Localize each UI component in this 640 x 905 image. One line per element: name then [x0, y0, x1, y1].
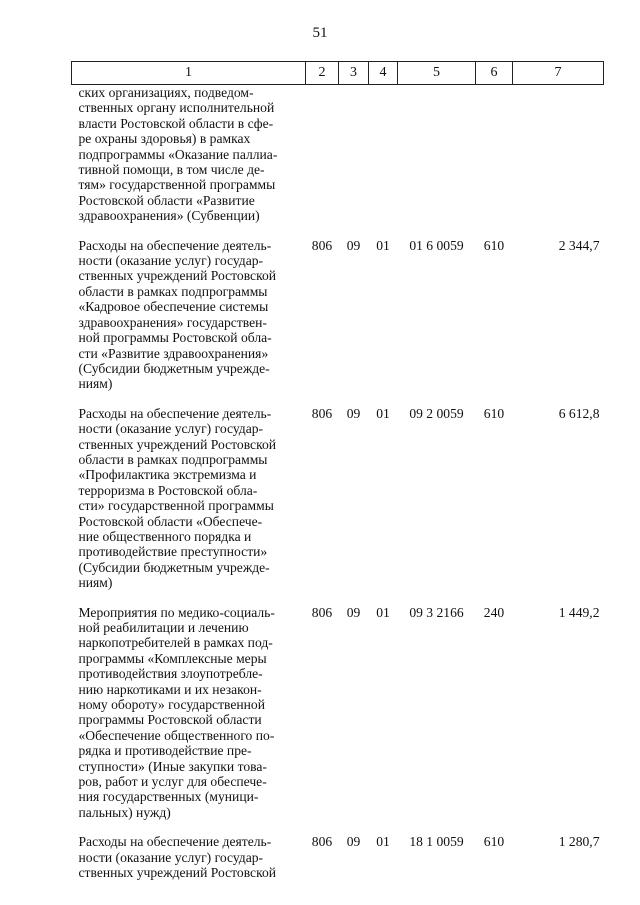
description-line: ниям) — [78, 376, 113, 392]
section-code: 09 — [346, 604, 361, 620]
table-row — [72, 605, 604, 835]
description-line: рядка и противодействие пре- — [78, 743, 252, 759]
table-body — [72, 85, 604, 881]
target-code — [398, 85, 476, 238]
description-line: ских организациях, подведом- — [78, 85, 254, 100]
description-line: «Профилактика экстремизма и — [78, 467, 257, 483]
page-number: 51 — [312, 25, 328, 41]
description-line: ному обороту» государственной — [78, 697, 266, 713]
description-line: ственных учреждений Ростовской — [78, 436, 277, 452]
description-line: здравоохранения» (Субвенции) — [78, 208, 260, 224]
amount-value: 1 449,2 — [558, 604, 600, 620]
table-row — [72, 834, 604, 880]
description-line: ния государственных (муници- — [78, 789, 259, 805]
section-code: 09 — [346, 237, 361, 253]
column-header-5: 5 — [398, 62, 476, 85]
row-description — [72, 238, 306, 406]
subsection-code: 01 — [376, 834, 390, 850]
description-line: ственных учреждений Ростовской — [78, 865, 277, 881]
ministry-code: 806 — [311, 604, 333, 620]
table-row — [72, 85, 604, 238]
description-line: Расходы на обеспечение деятель- — [78, 834, 272, 850]
target-code: 09 3 2166 — [409, 604, 464, 620]
description-line: пальных) нужд) — [78, 804, 171, 820]
amount-value: 1 280,7 — [558, 834, 600, 850]
ministry-code — [306, 85, 339, 238]
description-line: ре охраны здоровья) в рамках — [78, 131, 251, 147]
description-line: Расходы на обеспечение деятель- — [78, 237, 272, 253]
table-header — [72, 62, 604, 85]
column-header-6: 6 — [476, 62, 513, 85]
description-line: противодействия злоупотребле- — [78, 666, 263, 682]
description-line: ной реабилитации и лечению — [78, 620, 249, 635]
description-line: власти Ростовской области в сфе- — [78, 115, 274, 131]
description-line: нию наркотиками и их незакон- — [78, 681, 262, 697]
subsection-code — [369, 85, 398, 238]
row-description — [72, 406, 306, 605]
description-line: наркопотребителей в рамках под- — [78, 635, 273, 651]
description-line: Ростовской области «Развитие — [78, 192, 255, 208]
ministry-code: 806 — [311, 405, 333, 421]
target-code: 09 2 0059 — [409, 405, 464, 421]
expense-type-code: 610 — [483, 405, 505, 421]
expense-type-code: 610 — [483, 237, 505, 253]
description-line: ров, работ и услуг для обеспече- — [78, 774, 267, 790]
description-line: Мероприятия по медико-социаль- — [78, 604, 275, 620]
budget-table — [71, 61, 604, 881]
header-row — [72, 62, 604, 85]
column-header-1: 1 — [72, 62, 306, 85]
amount-value — [513, 85, 604, 238]
description-line: Ростовской области «Обеспече- — [78, 513, 263, 529]
section-code — [339, 85, 369, 238]
amount-value: 2 344,7 — [558, 237, 600, 253]
section-code: 09 — [346, 405, 361, 421]
row-description — [72, 605, 306, 835]
description-line: ности (оказание услуг) государ- — [78, 849, 264, 865]
description-line: ной программы Ростовской обла- — [78, 330, 272, 346]
subsection-code: 01 — [376, 237, 390, 253]
target-code: 01 6 0059 — [409, 237, 464, 253]
description-line: ниям) — [78, 575, 113, 591]
expense-type-code: 240 — [483, 604, 505, 620]
description-line: Расходы на обеспечение деятель- — [78, 405, 272, 421]
section-code: 09 — [346, 834, 361, 850]
column-header-4: 4 — [369, 62, 398, 85]
column-header-7: 7 — [513, 62, 604, 85]
subsection-code: 01 — [376, 604, 390, 620]
row-description — [72, 834, 306, 880]
row-description — [72, 85, 306, 238]
description-line: области в рамках подпрограммы — [78, 283, 268, 299]
target-code: 18 1 0059 — [409, 834, 464, 850]
description-line: тивной помощи, в том числе де- — [78, 162, 265, 178]
description-line: (Субсидии бюджетным учрежде- — [78, 559, 270, 575]
description-line: ности (оказание услуг) государ- — [78, 421, 264, 437]
table-row — [72, 238, 604, 406]
description-line: программы Ростовской области — [78, 712, 262, 728]
description-line: (Субсидии бюджетным учрежде- — [78, 360, 270, 376]
ministry-code: 806 — [311, 237, 333, 253]
description-line: подпрограммы «Оказание паллиа- — [78, 146, 278, 162]
description-line: терроризма в Ростовской обла- — [78, 482, 258, 498]
description-line: тям» государственной программы — [78, 177, 276, 193]
description-line: ности (оказание услуг) государ- — [78, 253, 264, 269]
description-line: сти «Развитие здравоохранения» — [78, 345, 269, 361]
description-line: «Обеспечение общественного по- — [78, 727, 275, 743]
column-header-2: 2 — [306, 62, 339, 85]
description-line: противодействие преступности» — [78, 544, 268, 560]
description-line: «Кадровое обеспечение системы — [78, 299, 269, 315]
description-line: здравоохранения» государствен- — [78, 314, 267, 330]
description-line: ние общественного порядка и — [78, 528, 252, 544]
subsection-code: 01 — [376, 405, 390, 421]
expense-type-code: 610 — [483, 834, 505, 850]
expense-type-code — [476, 85, 513, 238]
description-line: ственных учреждений Ростовской — [78, 268, 277, 284]
description-line: ственных органу исполнительной — [78, 100, 275, 116]
column-header-3: 3 — [339, 62, 369, 85]
description-line: программы «Комплексные меры — [78, 650, 267, 666]
description-line: сти» государственной программы — [78, 498, 274, 514]
table-row — [72, 406, 604, 605]
ministry-code: 806 — [311, 834, 333, 850]
description-line: области в рамках подпрограммы — [78, 451, 268, 467]
amount-value: 6 612,8 — [558, 405, 600, 421]
description-line: ступности» (Иные закупки това- — [78, 758, 267, 774]
